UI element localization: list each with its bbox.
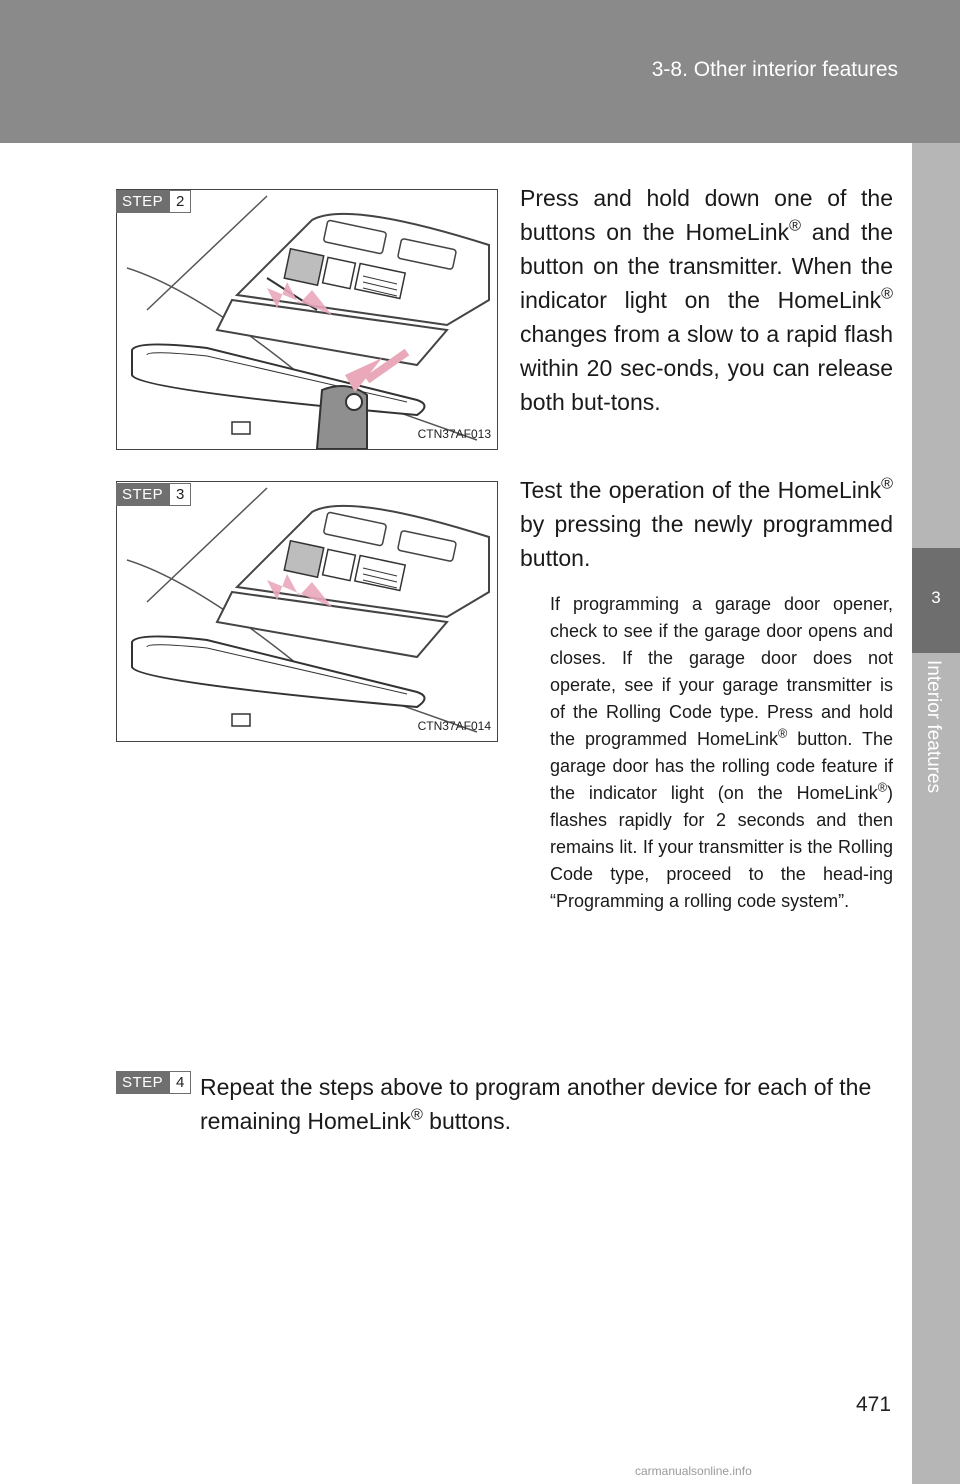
registered-mark: ® [778, 726, 788, 741]
figure-step-3 [116, 481, 498, 742]
registered-mark: ® [881, 474, 893, 493]
step-number: 4 [169, 1071, 191, 1094]
page-header [0, 0, 960, 143]
step-label: STEP [116, 1071, 169, 1094]
registered-mark: ® [881, 284, 893, 303]
chapter-title-box [922, 660, 952, 850]
step-2-text: Press and hold down one of the buttons on the HomeLink® and the button on the transmitter. When the indicator light on the HomeLink® changes from a slow to a rapid flash within 20 sec-onds, you can release both but-tons. [520, 185, 893, 415]
figure-code: CTN37AF013 [417, 427, 491, 441]
registered-mark: ® [410, 1105, 423, 1124]
watermark: carmanualsonline.info [635, 1464, 752, 1478]
step-4-text: Repeat the steps above to program another device for each of the remaining HomeLink® buttons. [200, 1074, 872, 1134]
page-number: 471 [856, 1393, 892, 1416]
step-number: 2 [169, 190, 191, 213]
chapter-number: 3 [931, 588, 941, 607]
step-label: STEP [116, 190, 169, 213]
step-3-badge [116, 483, 191, 506]
figure-step-2 [116, 189, 498, 450]
chapter-title: Interior features [923, 660, 944, 794]
step-label: STEP [116, 483, 169, 506]
step-3-text: Test the operation of the HomeLink® by pressing the newly programmed button. [520, 474, 893, 571]
step-3-note: If programming a garage door opener, check to see if the garage door opens and closes. If the garage door does not operate, see if your garage transmitter is of the Rolling Code type. Press and hold the programmed HomeLink® button. The garage door has the rolling code feature if the indicator light (on the HomeLink®) flashes rapidly for 2 seconds and then remains lit. If your transmitter is the Rolling Code type, proceed to the head-ing “Programming a rolling code system”. [550, 594, 893, 911]
step-2-badge [116, 190, 191, 213]
section-title: 3-8. Other interior features [651, 58, 898, 81]
step-4-badge [116, 1071, 191, 1094]
homelink-console-illustration [117, 190, 497, 449]
step-number: 3 [169, 483, 191, 506]
registered-mark: ® [789, 216, 801, 235]
registered-mark: ® [877, 780, 887, 795]
figure-code: CTN37AF014 [417, 719, 491, 733]
homelink-console-illustration [117, 482, 497, 741]
